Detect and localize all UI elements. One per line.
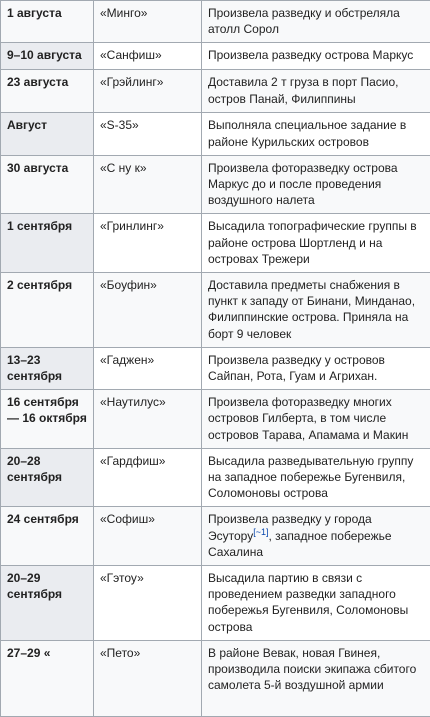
description-cell: Высадила топографические группы в районе острова Шортленд и на островах Трежери <box>202 214 430 273</box>
table-row <box>1 273 430 348</box>
date-cell: 1 сентября <box>1 214 94 273</box>
description-cell: Произвела фоторазведку многих островов Гилберта, в том числе островов Тарава, Апамама и Макин <box>202 390 430 449</box>
description-text: , западное побережье Сахалина <box>208 529 392 559</box>
table-row <box>1 1 430 43</box>
description-cell: Доставила 2 т груза в порт Пасио, остров Панай, Филиппины <box>202 70 430 113</box>
date-cell: 16 сентября — 16 октября <box>1 390 94 449</box>
date-cell: 20–28 сентября <box>1 448 94 507</box>
table-row <box>1 113 430 155</box>
table-row <box>1 155 430 214</box>
submarine-cell: «Софиш» <box>94 507 202 566</box>
submarine-cell: «Грэйлинг» <box>94 70 202 113</box>
description-cell: Доставила предметы снабжения в пункт к западу от Бинани, Минданао, Филиппинские острова. Приняла на борт 9 человек <box>202 273 430 348</box>
table-row <box>1 566 430 641</box>
table-row <box>1 70 430 113</box>
table-row <box>1 507 430 566</box>
submarine-cell: «С ну к» <box>94 155 202 214</box>
table-row <box>1 390 430 449</box>
submarine-cell: «Гринлинг» <box>94 214 202 273</box>
date-cell: 9–10 августа <box>1 43 94 70</box>
description-cell <box>202 507 430 566</box>
description-cell: Произвела разведку острова Маркус <box>202 43 430 70</box>
description-cell: Высадила партию в связи с проведением разведки западного побережья Бугенвиля, Соломоновы острова <box>202 566 430 641</box>
submarine-cell: «Минго» <box>94 1 202 43</box>
submarine-cell: «Пето» <box>94 640 202 716</box>
date-cell: 1 августа <box>1 1 94 43</box>
table-row <box>1 43 430 70</box>
date-cell: 20–29 сентября <box>1 566 94 641</box>
submarine-cell: «S-35» <box>94 113 202 155</box>
description-cell: Выполняла специальное задание в районе Курильских островов <box>202 113 430 155</box>
description-text: Произвела разведку у города Эсутору <box>208 512 372 542</box>
date-cell: Август <box>1 113 94 155</box>
date-cell: 30 августа <box>1 155 94 214</box>
description-cell: Произвела разведку и обстреляла атолл Сорол <box>202 1 430 43</box>
date-cell: 23 августа <box>1 70 94 113</box>
submarine-cell: «Гардфиш» <box>94 448 202 507</box>
table-row <box>1 347 430 389</box>
date-cell: 24 сентября <box>1 507 94 566</box>
description-cell: Произвела разведку у островов Сайпан, Рота, Гуам и Агрихан. <box>202 347 430 389</box>
table-row <box>1 448 430 507</box>
date-cell: 13–23 сентября <box>1 347 94 389</box>
citation-link[interactable]: [~1] <box>253 527 268 537</box>
submarine-cell: «Боуфин» <box>94 273 202 348</box>
table-row <box>1 214 430 273</box>
submarine-cell: «Наутилус» <box>94 390 202 449</box>
table-row <box>1 640 430 716</box>
date-cell: 2 сентября <box>1 273 94 348</box>
submarine-cell: «Гаджен» <box>94 347 202 389</box>
description-cell: Высадила разведывательную группу на западное побережье Бугенвиля, Соломоновы острова <box>202 448 430 507</box>
description-cell: Произвела фоторазведку острова Маркус до и после проведения воздушного налета <box>202 155 430 214</box>
date-cell: 27–29 « <box>1 640 94 716</box>
submarine-cell: «Гэтоу» <box>94 566 202 641</box>
submarine-cell: «Санфиш» <box>94 43 202 70</box>
description-cell: В районе Вевак, новая Гвинея, производила поиски экипажа сбитого самолета 5-й воздушной армии <box>202 640 430 716</box>
